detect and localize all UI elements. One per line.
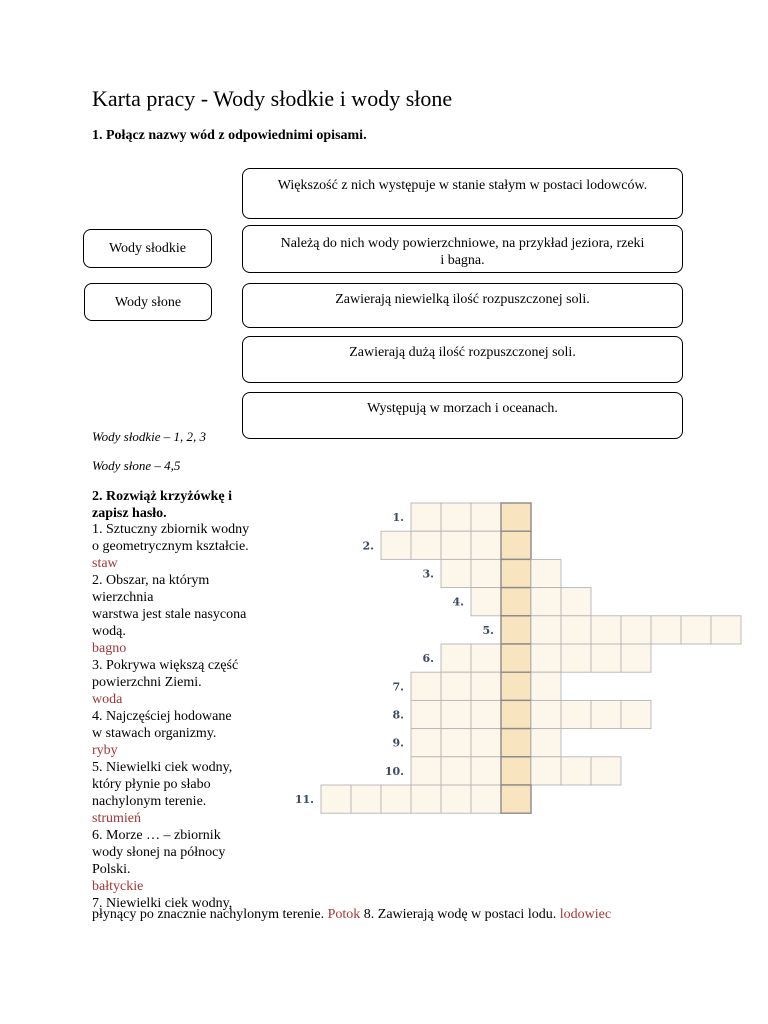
crossword-cell[interactable]: [531, 672, 561, 700]
description-text: Zawierają dużą ilość rozpuszczonej soli.: [349, 345, 576, 360]
crossword-cell[interactable]: [351, 785, 381, 813]
description-box-1[interactable]: [242, 168, 683, 219]
crossword-cell[interactable]: [471, 672, 501, 700]
crossword-row-label: 1.: [392, 511, 404, 525]
clue-line: 6. Morze … – zbiornik: [92, 828, 221, 843]
crossword-key-cell[interactable]: [501, 588, 531, 616]
crossword-row-label: 10.: [384, 764, 404, 778]
task2-heading: 2. Rozwiąż krzyżówkę i zapisz hasło.: [92, 489, 232, 521]
crossword-cell[interactable]: [621, 644, 651, 672]
answer-salt-water: Wody słone – 4,5: [92, 458, 181, 473]
crossword-cell[interactable]: [411, 672, 441, 700]
clue-line: nachylonym terenie.: [92, 794, 207, 809]
crossword-cell[interactable]: [561, 700, 591, 728]
description-text: Należą do nich wody powierzchniowe, na przykład jeziora, rzeki: [280, 236, 645, 251]
description-text: Zawierają niewielką ilość rozpuszczonej soli.: [335, 292, 590, 307]
crossword-cell[interactable]: [471, 729, 501, 757]
clue-answer: ryby: [92, 743, 118, 758]
crossword-cell[interactable]: [471, 531, 501, 559]
crossword-cell[interactable]: [471, 700, 501, 728]
crossword-cell[interactable]: [531, 559, 561, 587]
crossword-cell[interactable]: [711, 616, 741, 644]
category-label: Wody słone: [114, 294, 182, 310]
clue-answer: woda: [92, 692, 123, 707]
crossword-row-label: 6.: [422, 652, 434, 666]
crossword-row-label: 2.: [362, 539, 374, 553]
description-box-5[interactable]: [242, 392, 683, 439]
crossword-key-cell[interactable]: [501, 672, 531, 700]
clue-line: który płynie po słabo: [92, 777, 211, 792]
crossword-cell[interactable]: [471, 644, 501, 672]
description-box-3[interactable]: [242, 283, 683, 328]
crossword-cell[interactable]: [411, 785, 441, 813]
crossword-cell[interactable]: [381, 531, 411, 559]
task1-heading: 1. Połącz nazwy wód z odpowiednimi opisami.: [92, 128, 367, 143]
crossword-cell[interactable]: [441, 672, 471, 700]
crossword-cell[interactable]: [621, 700, 651, 728]
crossword-key-cell[interactable]: [501, 616, 531, 644]
crossword-cell[interactable]: [411, 503, 441, 531]
clue-line: 3. Pokrywa większą część: [92, 658, 239, 673]
clue-line: powierzchni Ziemi.: [92, 675, 202, 690]
clue-answer: strumień: [92, 811, 141, 826]
clue-line: Polski.: [92, 862, 131, 877]
clue-line: o geometrycznym kształcie.: [92, 539, 249, 554]
description-text: Występują w morzach i oceanach.: [367, 401, 558, 416]
crossword-key-cell[interactable]: [501, 531, 531, 559]
description-text: Większość z nich występuje w stanie stałym w postaci lodowców.: [277, 178, 648, 193]
clue-answer: bałtyckie: [92, 879, 144, 894]
crossword-row-label: 7.: [392, 680, 404, 694]
crossword-cell[interactable]: [381, 785, 411, 813]
crossword-cell[interactable]: [591, 616, 621, 644]
description-text: i bagna.: [440, 253, 485, 268]
clue-line: wody słonej na północy: [92, 845, 226, 860]
page-title: Karta pracy - Wody słodkie i wody słone: [92, 86, 453, 111]
clue-line: 5. Niewielki ciek wodny,: [92, 760, 233, 775]
crossword-cell[interactable]: [561, 644, 591, 672]
clue-line: 8. Zawierają wodę w postaci lodu.: [363, 907, 557, 922]
crossword-cell[interactable]: [531, 616, 561, 644]
description-box-4[interactable]: [242, 336, 683, 383]
crossword-cell[interactable]: [531, 588, 561, 616]
crossword-key-cell[interactable]: [501, 559, 531, 587]
crossword-cell[interactable]: [471, 588, 501, 616]
crossword-key-cell[interactable]: [501, 503, 531, 531]
crossword-cell[interactable]: [591, 700, 621, 728]
crossword-cell[interactable]: [441, 785, 471, 813]
crossword-cell[interactable]: [471, 559, 501, 587]
crossword-cell[interactable]: [411, 531, 441, 559]
category-salt-water[interactable]: [84, 283, 212, 321]
crossword-cell[interactable]: [531, 729, 561, 757]
clue-line: 1. Sztuczny zbiornik wodny: [92, 522, 250, 537]
crossword-row-label: 9.: [392, 736, 404, 750]
crossword-cell[interactable]: [441, 757, 471, 785]
clue-list: [92, 521, 277, 912]
crossword-cell[interactable]: [441, 644, 471, 672]
answer-fresh-water: Wody słodkie – 1, 2, 3: [92, 429, 206, 444]
category-fresh-water[interactable]: [83, 229, 212, 268]
crossword-cell[interactable]: [561, 588, 591, 616]
crossword-row-label: 8.: [392, 708, 404, 722]
crossword-cell[interactable]: [471, 503, 501, 531]
crossword-cell[interactable]: [441, 729, 471, 757]
crossword-row-label: 5.: [482, 623, 494, 637]
crossword-cell[interactable]: [471, 757, 501, 785]
clue-line: wodą.: [92, 624, 126, 639]
crossword-row-label: 3.: [422, 567, 434, 581]
crossword-key-cell[interactable]: [501, 644, 531, 672]
crossword-cell[interactable]: [441, 700, 471, 728]
clue-line: warstwa jest stale nasycona: [92, 607, 247, 622]
clue-line: 2. Obszar, na którym: [92, 573, 210, 588]
description-box-2[interactable]: [242, 225, 683, 273]
clue-tail-line: [92, 906, 611, 923]
clue-line: 4. Najczęściej hodowane: [92, 709, 232, 724]
crossword-cell[interactable]: [561, 757, 591, 785]
category-label: Wody słodkie: [108, 241, 187, 256]
crossword-key-cell[interactable]: [501, 757, 531, 785]
crossword-cell[interactable]: [561, 616, 591, 644]
clue-answer: lodowiec: [559, 907, 612, 922]
clue-line: w stawach organizmy.: [92, 726, 217, 741]
crossword-key-cell[interactable]: [501, 700, 531, 728]
crossword-cell[interactable]: [411, 700, 441, 728]
crossword-key-cell[interactable]: [501, 785, 531, 813]
crossword-cell[interactable]: [411, 757, 441, 785]
crossword-cell[interactable]: [321, 785, 351, 813]
crossword-cell[interactable]: [621, 616, 651, 644]
crossword-cell[interactable]: [411, 729, 441, 757]
crossword-cell[interactable]: [591, 644, 621, 672]
clue-line: płynący po znacznie nachylonym terenie.: [92, 907, 325, 922]
crossword-cell[interactable]: [531, 757, 561, 785]
crossword-cell[interactable]: [681, 616, 711, 644]
crossword-cell[interactable]: [441, 503, 471, 531]
crossword-cell[interactable]: [531, 700, 561, 728]
crossword-row-label: 11.: [294, 793, 314, 807]
clue-answer: bagno: [92, 641, 127, 656]
crossword-cell[interactable]: [651, 616, 681, 644]
crossword-cell[interactable]: [441, 559, 471, 587]
crossword-cell[interactable]: [591, 757, 621, 785]
clue-answer: staw: [92, 556, 118, 571]
crossword-cell[interactable]: [531, 644, 561, 672]
clue-answer: Potok: [327, 907, 361, 922]
crossword-cell[interactable]: [441, 531, 471, 559]
crossword-key-cell[interactable]: [501, 729, 531, 757]
clue-line: wierzchnia: [92, 590, 154, 605]
crossword-row-label: 4.: [452, 595, 464, 609]
clue-line: 7. Niewielki ciek wodny,: [92, 896, 233, 911]
crossword-cell[interactable]: [471, 785, 501, 813]
